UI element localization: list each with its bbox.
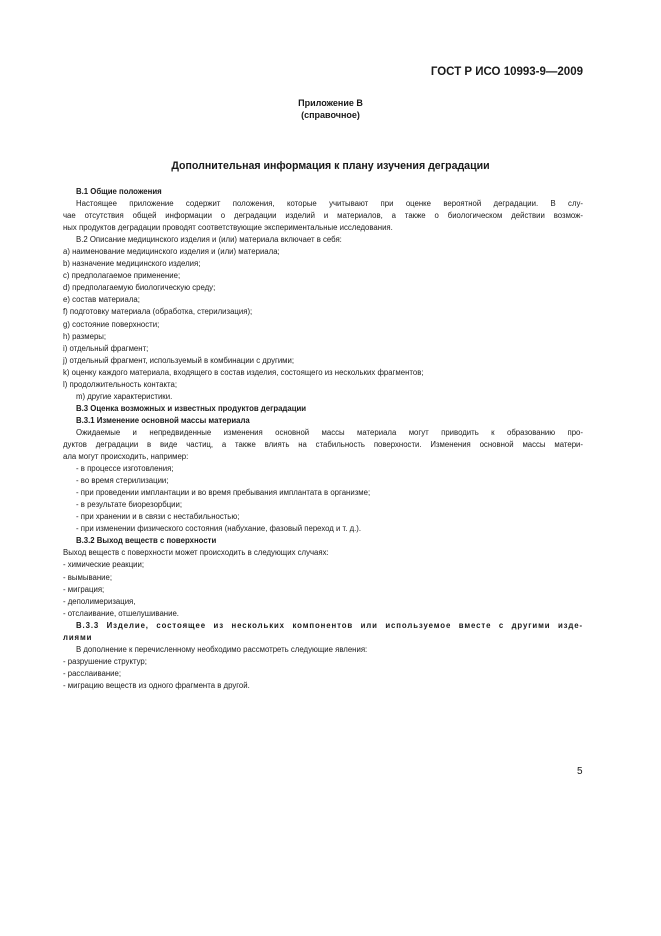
- text-line: - при хранении и в связи с нестабильностью;: [76, 512, 240, 522]
- text-line: i) отдельный фрагмент;: [63, 343, 149, 353]
- text-line: чае отсутствия общей информации о деградации изделий и материалов, а также о биологическом действии возмож-: [63, 211, 583, 221]
- section-heading: В.3.1 Изменение основной массы материала: [76, 415, 250, 425]
- text-line: g) состояние поверхности;: [63, 319, 160, 329]
- text-line: - миграцию веществ из одного фрагмента в другой.: [63, 680, 250, 690]
- text-line: - расслаивание;: [63, 668, 122, 678]
- text-line: b) назначение медицинского изделия;: [63, 259, 201, 269]
- text-line: c) предполагаемое применение;: [63, 271, 181, 281]
- text-line: - миграция;: [63, 584, 105, 594]
- text-line: Ожидаемые и непредвиденные изменения основной массы материала могут приводить к образованию про-: [76, 427, 583, 437]
- text-line: m) другие характеристики.: [76, 391, 173, 401]
- text-line: f) подготовку материала (обработка, стерилизация);: [63, 307, 253, 317]
- text-line: - в результате биорезорбции;: [76, 500, 183, 510]
- text-line: - во время стерилизации;: [76, 476, 169, 486]
- appendix-kind: (справочное): [301, 110, 360, 120]
- standard-designation: ГОСТ Р ИСО 10993-9—2009: [430, 66, 583, 78]
- text-line: j) отдельный фрагмент, используемый в комбинации с другими;: [63, 355, 295, 365]
- section-heading: лиями: [63, 632, 93, 642]
- text-line: - вымывание;: [63, 572, 113, 582]
- text-line: - отслаивание, отшелушивание.: [63, 608, 179, 618]
- text-line: ных продуктов деградации проводят соответствующие экспериментальные исследования.: [63, 223, 393, 233]
- text-line: Выход веществ с поверхности может происходить в следующих случаях:: [63, 548, 329, 558]
- page-number: 5: [577, 766, 583, 777]
- text-line: k) оценку каждого материала, входящего в состав изделия, состоящего из нескольких фрагментов;: [63, 367, 424, 377]
- text-line: - при изменении физического состояния (набухание, фазовый переход и т. д.).: [76, 524, 362, 534]
- text-line: - в процессе изготовления;: [76, 464, 174, 474]
- text-line: - деполимеризация,: [63, 596, 136, 606]
- text-line: h) размеры;: [63, 331, 107, 341]
- text-line: l) продолжительность контакта;: [63, 379, 178, 389]
- text-line: ала могут происходить, например:: [63, 452, 189, 462]
- text-line: a) наименование медицинского изделия и (или) материала;: [63, 247, 280, 257]
- text-line: - при проведении имплантации и во время пребывания имплантата в организме;: [76, 488, 371, 498]
- body-text: [63, 186, 583, 692]
- text-line: дуктов деградации в виде частиц, а также влиять на стабильность поверхности. Изменения основной массы матери-: [63, 439, 583, 449]
- text-line: - разрушение структур;: [63, 656, 147, 666]
- text-line: В.2 Описание медицинского изделия и (или) материала включает в себя:: [76, 235, 342, 245]
- text-line: - химические реакции;: [63, 560, 145, 570]
- section-heading: В.3 Оценка возможных и известных продуктов деградации: [76, 403, 307, 413]
- text-line: d) предполагаемую биологическую среду;: [63, 283, 216, 293]
- page-title: Дополнительная информация к плану изучения деградации: [171, 160, 490, 172]
- appendix-label: Приложение В: [298, 98, 363, 108]
- section-heading: В.3.2 Выход веществ с поверхности: [76, 536, 217, 546]
- section-heading: В.1 Общие положения: [76, 187, 162, 196]
- section-heading: В.3.3 Изделие, состоящее из нескольких компонентов или используемое вместе с другими изде-: [76, 620, 583, 630]
- text-line: Настоящее приложение содержит положения, которые учитывают при оценке вероятной деградации. В слу-: [76, 199, 583, 209]
- text-line: В дополнение к перечисленному необходимо рассмотреть следующие явления:: [76, 644, 368, 654]
- text-line: e) состав материала;: [63, 295, 140, 305]
